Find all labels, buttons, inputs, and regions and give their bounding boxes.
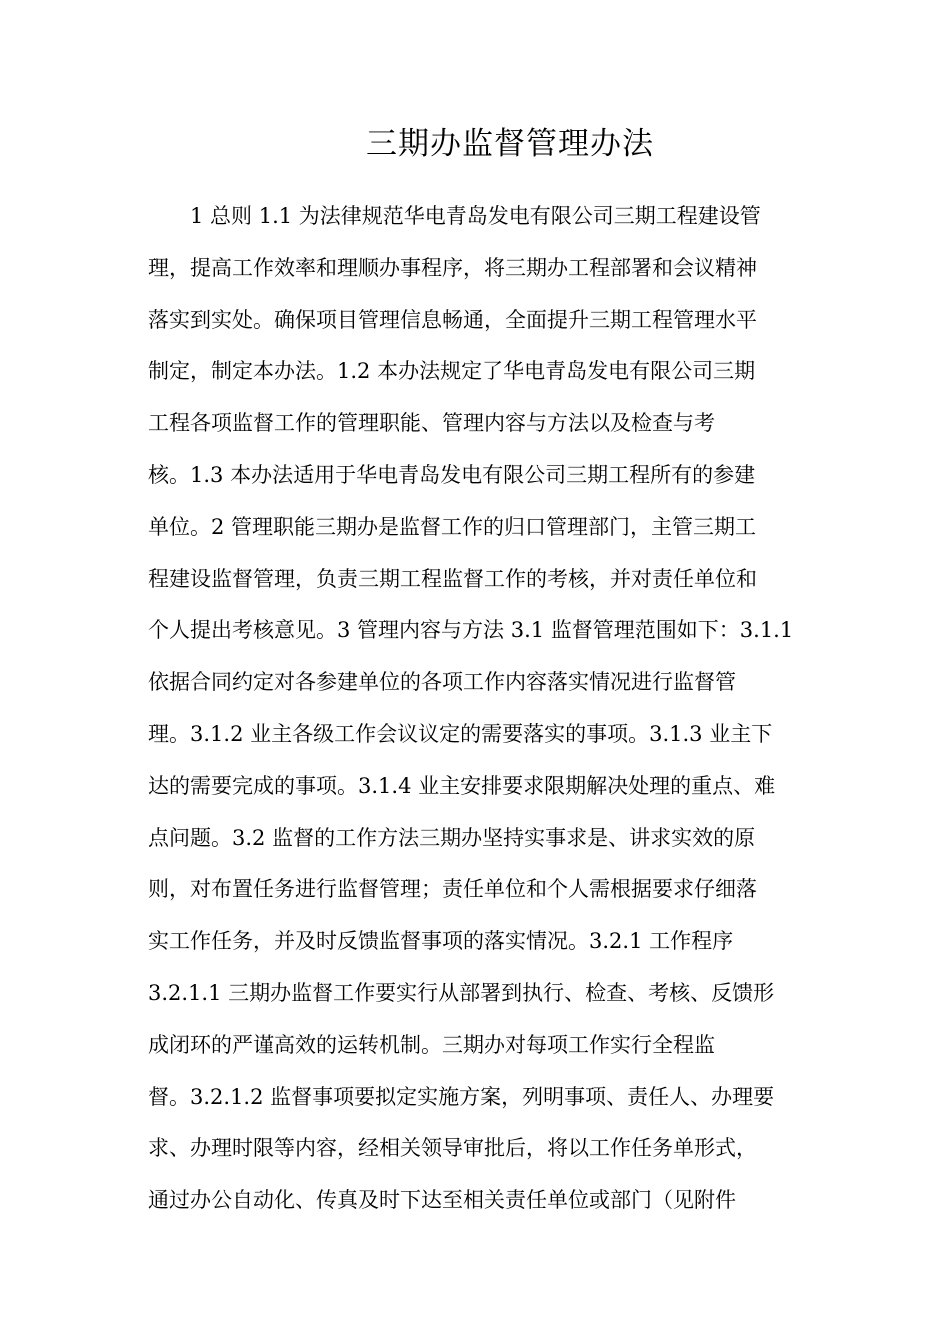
body-line: 实工作任务，并及时反馈监督事项的落实情况。3.2.1 工作程序 (148, 929, 734, 954)
body-line: 理，提高工作效率和理顺办事程序，将三期办工程部署和会议精神 (148, 255, 757, 280)
body-line: 点问题。3.2 监督的工作方法三期办坚持实事求是、讲求实效的原 (148, 825, 756, 850)
body-line: 理。3.1.2 业主各级工作会议议定的需要落实的事项。3.1.3 业主下 (148, 721, 773, 746)
body-line: 制定，制定本办法。1.2 本办法规定了华电青岛发电有限公司三期 (148, 359, 756, 384)
body-line: 程建设监督管理，负责三期工程监督工作的考核，并对责任单位和 (148, 566, 757, 591)
document-body (148, 191, 808, 1227)
body-line: 成闭环的严谨高效的运转机制。三期办对每项工作实行全程监 (148, 1032, 715, 1057)
body-line: 落实到实处。确保项目管理信息畅通，全面提升三期工程管理水平 (148, 307, 757, 332)
body-line: 依据合同约定对各参建单位的各项工作内容落实情况进行监督管 (148, 670, 736, 695)
body-line: 工程各项监督工作的管理职能、管理内容与方法以及检查与考 (148, 411, 715, 436)
document-title: 三期办监督管理办法 (366, 126, 654, 162)
body-line: 通过办公自动化、传真及时下达至相关责任单位或部门（见附件 (148, 1188, 736, 1213)
body-line: 求、办理时限等内容，经相关领导审批后，将以工作任务单形式， (148, 1136, 757, 1161)
body-line: 个人提出考核意见。3 管理内容与方法 3.1 监督管理范围如下：3.1.1 (148, 618, 794, 643)
body-line: 3.2.1.1 三期办监督工作要实行从部署到执行、检查、考核、反馈形 (148, 980, 775, 1005)
body-line: 则，对布置任务进行监督管理；责任单位和个人需根据要求仔细落 (148, 877, 757, 902)
body-line: 达的需要完成的事项。3.1.4 业主安排要求限期解决处理的重点、难 (148, 773, 776, 798)
body-line: 1 总则 1.1 为法律规范华电青岛发电有限公司三期工程建设管 (190, 204, 761, 228)
body-line: 单位。2 管理职能三期办是监督工作的归口管理部门，主管三期工 (148, 514, 757, 539)
body-line: 核。1.3 本办法适用于华电青岛发电有限公司三期工程所有的参建 (148, 462, 756, 487)
body-line: 督。3.2.1.2 监督事项要拟定实施方案，列明事项、责任人、办理要 (148, 1084, 775, 1109)
